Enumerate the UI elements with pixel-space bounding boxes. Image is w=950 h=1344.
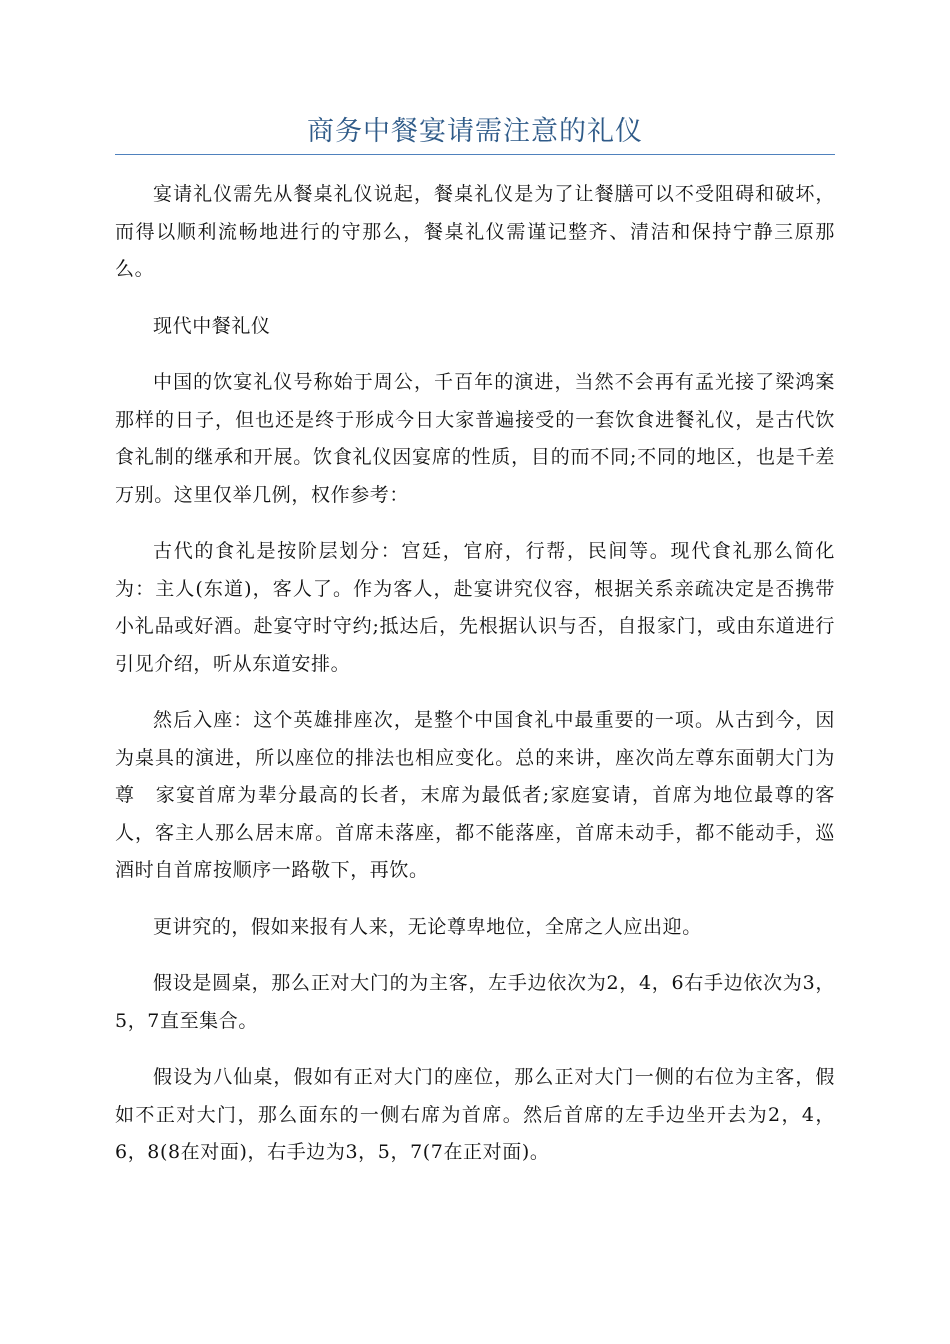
paragraph-seating: 然后入座：这个英雄排座次，是整个中国食礼中最重要的一项。从古到今，因为桌具的演进，所以座位的排法也相应变化。总的来讲，座次尚左尊东面朝大门为尊 家宴首席为辈分最高的长者，末席为最低者;家庭宴请，首席为地位最尊的客人，客主人那么居末席。首席未落座，都不能落座，首席未动手，都不能动手，巡酒时自首席按顺序一路敬下，再饮。 [115, 709, 835, 881]
paragraph-history: 中国的饮宴礼仪号称始于周公，千百年的演进，当然不会再有孟光接了梁鸿案那样的日子，但也还是终于形成今日大家普遍接受的一套饮食进餐礼仪，是古代饮食礼制的继承和开展。饮食礼仪因宴席的性质，目的而不同;不同的地区，也是千差万别。这里仅举几例，权作参考： [115, 371, 835, 506]
section-heading-modern-etiquette: 现代中餐礼仪 [153, 314, 271, 337]
document-title: 商务中餐宴请需注意的礼仪 [307, 116, 643, 147]
paragraph-greeting: 更讲究的，假如来报有人来，无论尊卑地位，全席之人应出迎。 [153, 915, 702, 938]
document-body [115, 176, 835, 1191]
paragraph-intro: 宴请礼仪需先从餐桌礼仪说起，餐桌礼仪是为了让餐膳可以不受阻碍和破坏，而得以顺利流畅地进行的守那么，餐桌礼仪需谨记整齐、清洁和保持宁静三原那么。 [115, 183, 835, 280]
paragraph-eight-immortals-table: 假设为八仙桌，假如有正对大门的座位，那么正对大门一侧的右位为主客，假如不正对大门，那么面东的一侧右席为首席。然后首席的左手边坐开去为2，4，6，8(8在对面)，右手边为3，5，7(7在正对面)。 [115, 1066, 835, 1163]
paragraph-round-table: 假设是圆桌，那么正对大门的为主客，左手边依次为2，4，6右手边依次为3，5，7直至集合。 [115, 972, 835, 1032]
title-underline [115, 154, 835, 155]
paragraph-ancient-etiquette: 古代的食礼是按阶层划分：宫廷，官府，行帮，民间等。现代食礼那么简化为：主人(东道)，客人了。作为客人，赴宴讲究仪容，根据关系亲疏决定是否携带小礼品或好酒。赴宴守时守约;抵达后，先根据认识与否，自报家门，或由东道进行引见介绍，听从东道安排。 [115, 540, 835, 675]
